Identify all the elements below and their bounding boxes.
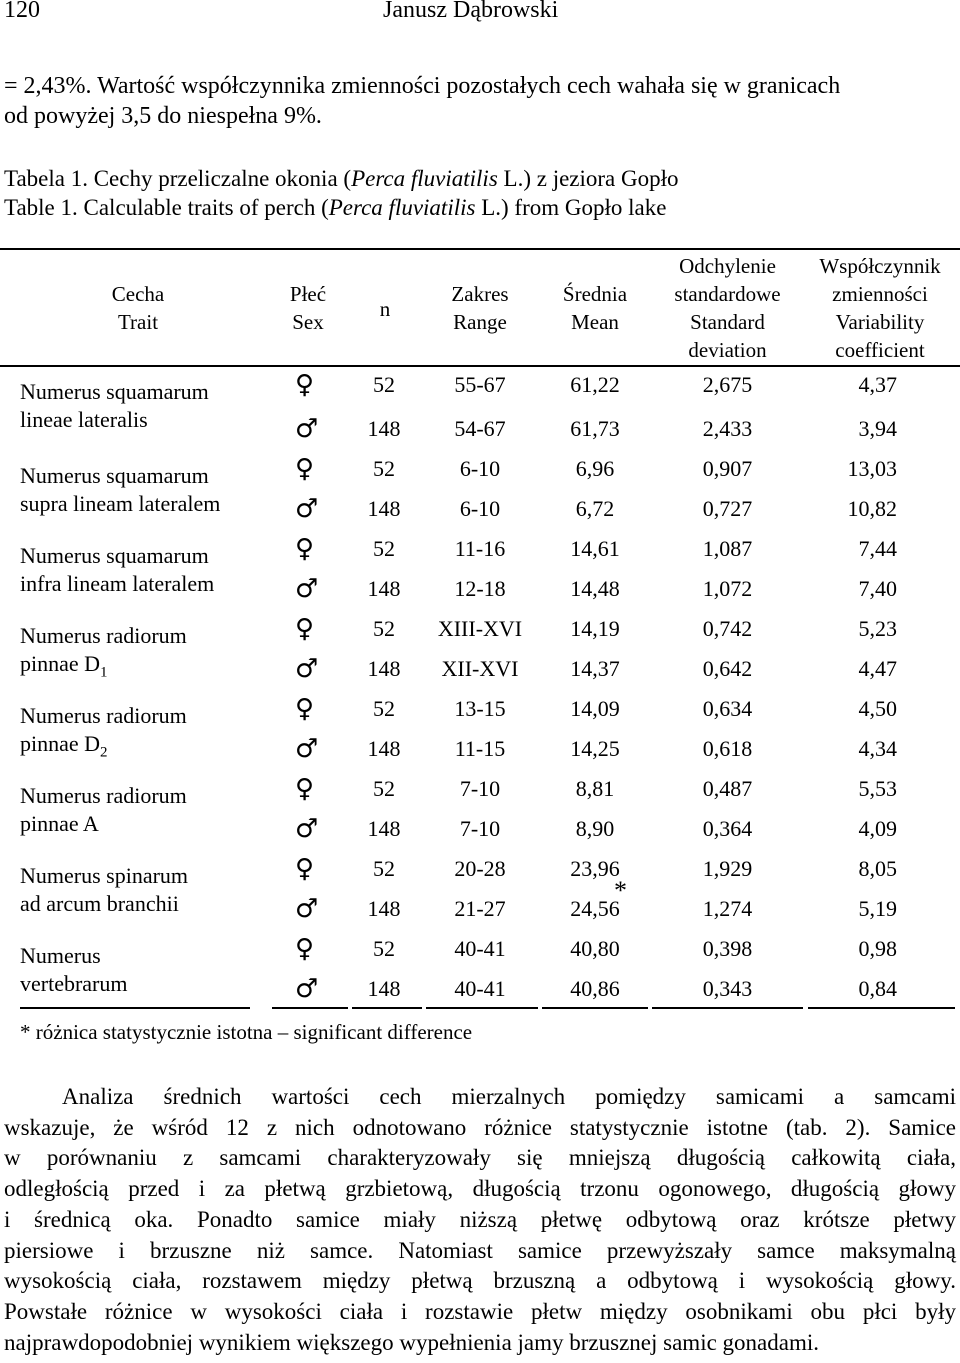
cell-n: 148 — [367, 416, 401, 441]
paragraph-line: wysokością ciała, rozstawem między płetwą brzuszną a odbytową i wysokością głowy. — [4, 1268, 956, 1294]
cell-cv: 5,53 — [858, 776, 897, 801]
female-symbol-icon: ♀ — [295, 694, 315, 724]
cell-cv: 13,03 — [847, 456, 897, 481]
trait-label — [20, 942, 128, 998]
cell-mean: 14,19 — [570, 616, 620, 641]
table-footnote: * różnica statystycznie istotna – significant difference — [20, 1020, 473, 1044]
cell-mean: 6,96 — [575, 456, 615, 481]
cell-cv: 4,50 — [858, 696, 897, 721]
cell-range: XII-XVI — [441, 656, 519, 681]
cell-sd: 0,398 — [702, 936, 753, 961]
cell-n: 52 — [373, 936, 395, 961]
cell-sd: 0,343 — [702, 976, 753, 1001]
cell-cv: 4,09 — [858, 816, 897, 841]
trait-label — [20, 622, 187, 686]
cell-mean: 61,73 — [570, 416, 620, 441]
cell-sd: 0,487 — [702, 776, 753, 801]
trait-label-line-1: Numerus squamarum — [20, 543, 209, 568]
cell-range: 11-16 — [454, 536, 506, 561]
cell-sd: 1,274 — [702, 896, 753, 921]
table-bottom-rule-segment — [20, 1007, 250, 1009]
trait-label-line-2: pinnae $D_2$ — [20, 731, 108, 761]
trait-label-line-1: Numerus squamarum — [20, 379, 209, 404]
trait-label-line-2: ad arcum branchii — [20, 891, 179, 916]
female-symbol-icon: ♀ — [295, 454, 315, 484]
cell-range: 54-67 — [454, 416, 506, 441]
cell-cv: 4,47 — [858, 656, 897, 681]
cell-mean: 14,61 — [570, 536, 620, 561]
cell-range: XIII-XVI — [437, 616, 523, 641]
cell-cv: 3,94 — [858, 416, 897, 441]
cell-mean: 14,09 — [570, 696, 620, 721]
cell-range: 6-10 — [459, 496, 501, 521]
cell-sd: 0,742 — [702, 616, 753, 641]
cell-sd: 2,433 — [702, 416, 753, 441]
trait-label-line-1: Numerus radiorum — [20, 623, 187, 648]
cell-range: 40-41 — [454, 936, 506, 961]
trait-label-line-1: Numerus — [20, 943, 101, 968]
trait-label-line-2: infra lineam lateralem — [20, 571, 215, 596]
cell-n: 52 — [373, 456, 395, 481]
cell-mean: 40,86 — [570, 976, 620, 1001]
cell-n: 52 — [373, 372, 395, 397]
cell-n: 148 — [367, 896, 401, 921]
paragraph-line: odległością przed i za płetwą grzbietową, długością trzonu ogonowego, długością głowy — [4, 1176, 956, 1202]
cell-n: 148 — [367, 976, 401, 1001]
col-header-sex: Płeć Sex — [289, 282, 327, 334]
female-symbol-icon: ♀ — [295, 534, 315, 564]
cell-sd: 0,618 — [702, 736, 753, 761]
cell-range: 13-15 — [454, 696, 506, 721]
trait-label-subscript: 2 — [100, 744, 108, 761]
male-symbol-icon: ♂ — [295, 814, 319, 844]
male-symbol-icon: ♂ — [295, 654, 319, 684]
cell-n: 52 — [373, 616, 395, 641]
cell-mean: 40,80 — [570, 936, 620, 961]
male-symbol-icon: ♂ — [295, 574, 319, 604]
paragraph-line: piersiowe i brzuszne niż samce. Natomiast samice przewyższały samce maksymalną — [4, 1237, 956, 1263]
table-header-rule — [0, 365, 960, 367]
cell-mean: 6,72 — [575, 496, 615, 521]
cell-mean: 23,96 — [570, 856, 620, 881]
paragraph-line: w porównaniu z samcami charakteryzowały się mniejszą długością całkowitą ciała, — [4, 1145, 956, 1171]
cell-sd: 2,675 — [702, 372, 753, 397]
trait-label-line-1: Numerus spinarum — [20, 863, 189, 888]
table-bottom-rule-segment — [272, 1007, 348, 1009]
table-bottom-rule-segment — [808, 1007, 955, 1009]
cell-sd: 1,072 — [702, 576, 753, 601]
table-bottom-rule-segment — [652, 1007, 803, 1009]
cell-n: 148 — [367, 656, 401, 681]
cell-range: 40-41 — [454, 976, 506, 1001]
cell-sd: 0,727 — [702, 496, 753, 521]
cell-cv: 0,98 — [858, 936, 897, 961]
cell-mean: 8,81 — [575, 776, 615, 801]
trait-label — [20, 702, 187, 766]
trait-label-line-1: Numerus radiorum — [20, 703, 187, 728]
cell-mean: 61,22 — [570, 372, 620, 397]
cell-range: 6-10 — [459, 456, 501, 481]
col-header-sd: Odchylenie standardowe Standard deviation — [674, 254, 781, 362]
paragraph-line: wskazuje, że wśród 12 z nich odnotowano różnice statystycznie istotne (tab. 2). Samice — [4, 1114, 956, 1140]
trait-label — [20, 862, 188, 918]
cell-range: 55-67 — [454, 372, 506, 397]
trait-label-line-1: Numerus radiorum — [20, 783, 187, 808]
cell-sd: 0,907 — [702, 456, 753, 481]
table-bottom-rule-segment — [426, 1007, 538, 1009]
male-symbol-icon: ♂ — [295, 894, 319, 924]
col-header-cv: Współczynnik zmienności Variability coefficient — [819, 254, 941, 362]
paragraph-line: i średnicą oka. Ponadto samice miały niższą płetwę odbytową oraz krótsze płetwy — [4, 1206, 956, 1232]
cell-n: 52 — [373, 856, 395, 881]
col-header-range: Zakres Range — [451, 282, 509, 334]
cell-n: 148 — [367, 576, 401, 601]
cell-range: 7-10 — [459, 776, 501, 801]
trait-label-line-1: Numerus squamarum — [20, 463, 209, 488]
trait-label — [20, 542, 214, 598]
cell-cv: 4,37 — [858, 372, 897, 397]
cell-cv: 8,05 — [858, 856, 897, 881]
trait-label-line-2: vertebrarum — [20, 971, 128, 996]
trait-label — [20, 462, 220, 518]
intro-line-2: od powyżej 3,5 do niespełna 9%. — [4, 103, 322, 129]
cell-n: 52 — [373, 776, 395, 801]
table-bottom-rule-segment — [542, 1007, 648, 1009]
trait-label — [20, 782, 187, 838]
col-header-mean: Średnia Mean — [562, 282, 628, 334]
paragraph-line: Analiza średnich wartości cech mierzalnych pomiędzy samicami a samcami — [62, 1084, 956, 1109]
trait-label-line-2: lineae lateralis — [20, 407, 148, 432]
trait-label-line-2: pinnae $D_1$ — [20, 651, 108, 681]
cell-cv: 5,19 — [858, 896, 897, 921]
page-number: 120 — [4, 0, 40, 23]
male-symbol-icon: ♂ — [295, 414, 319, 444]
cell-mean: 14,37 — [570, 656, 620, 681]
male-symbol-icon: ♂ — [295, 494, 319, 524]
cell-cv: 4,34 — [858, 736, 897, 761]
cell-mean: 14,25 — [570, 736, 620, 761]
cell-cv: 7,40 — [858, 576, 897, 601]
cell-cv: 5,23 — [858, 616, 897, 641]
cell-sd: 0,642 — [702, 656, 753, 681]
cell-sd: 0,364 — [702, 816, 753, 841]
cell-range: 11-15 — [454, 736, 506, 761]
cell-n: 148 — [367, 496, 401, 521]
cell-cv: 0,84 — [858, 976, 897, 1001]
female-symbol-icon: ♀ — [295, 934, 315, 964]
male-symbol-icon: ♂ — [295, 974, 319, 1004]
cell-sd: 1,087 — [702, 536, 753, 561]
paragraph-line: Powstałe różnice w wysokości ciała i rozstawie płetw między osobnikami obu płci były — [4, 1298, 956, 1324]
cell-cv: 7,44 — [858, 536, 897, 561]
running-header-author: Janusz Dąbrowski — [383, 0, 559, 23]
female-symbol-icon: ♀ — [295, 774, 315, 804]
cell-mean: 14,48 — [570, 576, 620, 601]
female-symbol-icon: ♀ — [295, 854, 315, 884]
table-top-rule — [0, 248, 960, 250]
cell-n: 148 — [367, 736, 401, 761]
trait-label-line-2: pinnae A — [20, 811, 99, 836]
cell-range: 20-28 — [454, 856, 506, 881]
table-caption-en: Table 1. Calculable traits of perch (Perca fluviatilis L.) from Gopło lake — [4, 195, 667, 220]
table-caption-pl: Tabela 1. Cechy przeliczalne okonia (Perca fluviatilis L.) z jeziora Gopło — [4, 166, 679, 191]
paragraph-line: najprawdopodobniej wynikiem większego wypełnienia jamy brzusznej samic gonadami. — [4, 1329, 819, 1355]
intro-line-1: = 2,43%. Wartość współczynnika zmienności pozostałych cech wahała się w granicach — [4, 73, 841, 99]
trait-label-line-2: supra lineam lateralem — [20, 491, 221, 516]
table-bottom-rule-segment — [352, 1007, 422, 1009]
female-symbol-icon: ♀ — [295, 614, 315, 644]
cell-mean: 8,90 — [575, 816, 615, 841]
cell-sd: 0,634 — [702, 696, 753, 721]
cell-n: 52 — [373, 536, 395, 561]
col-header-trait: Cecha Trait — [111, 282, 165, 334]
cell-cv: 10,82 — [847, 496, 897, 521]
female-symbol-icon: ♀ — [295, 370, 315, 400]
trait-label — [20, 378, 209, 434]
significance-asterisk: * — [614, 876, 627, 905]
cell-n: 148 — [367, 816, 401, 841]
trait-label-subscript: 1 — [100, 664, 108, 681]
cell-n: 52 — [373, 696, 395, 721]
cell-range: 21-27 — [454, 896, 506, 921]
cell-range: 12-18 — [454, 576, 506, 601]
col-header-n: n — [379, 297, 391, 321]
cell-mean: 24,56 — [570, 896, 620, 921]
cell-sd: 1,929 — [702, 856, 753, 881]
male-symbol-icon: ♂ — [295, 734, 319, 764]
cell-range: 7-10 — [459, 816, 501, 841]
